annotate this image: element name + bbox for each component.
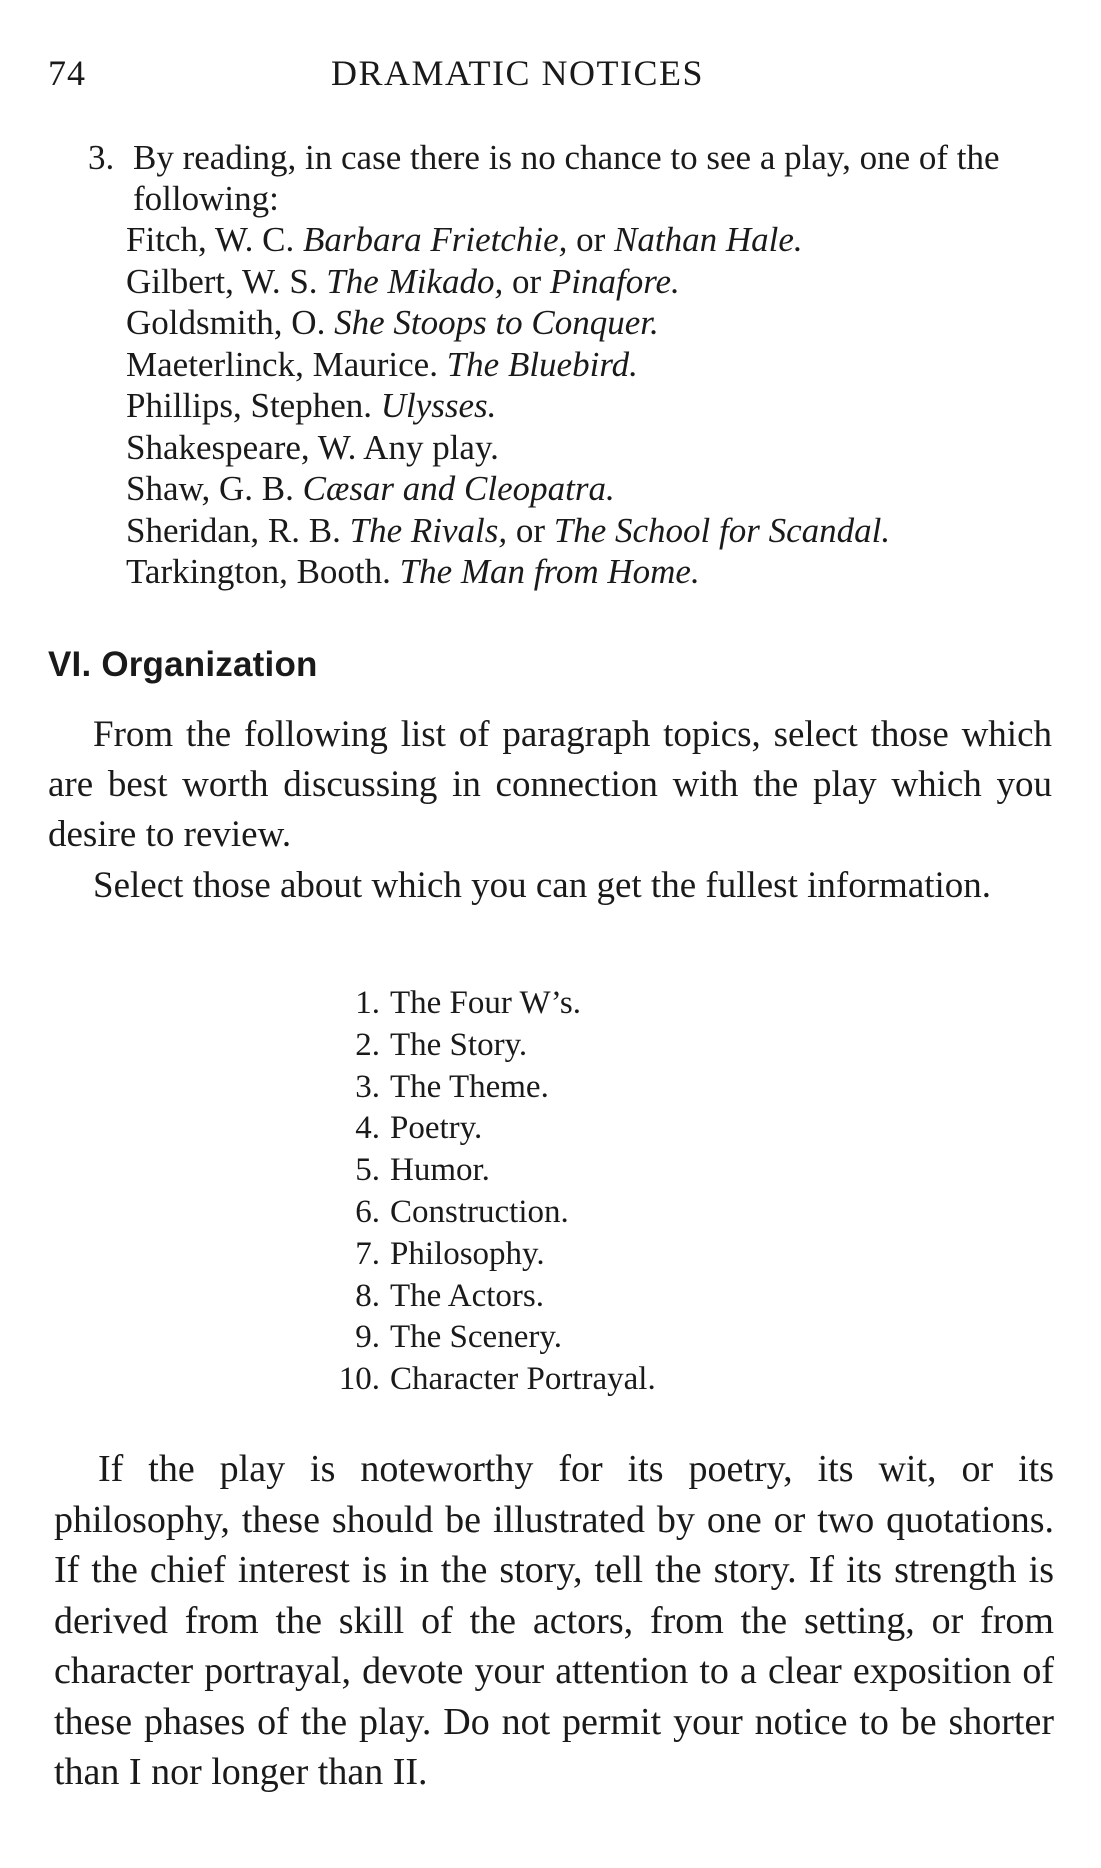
topic-number: 2. [355, 1026, 380, 1063]
book-title: The Bluebird. [446, 344, 638, 384]
topic-number: 5. [355, 1152, 380, 1189]
book-author: Phillips, Stephen. [126, 386, 372, 425]
book-item [126, 385, 1048, 427]
running-title: DRAMATIC NOTICES [331, 53, 705, 93]
book-item [126, 551, 1048, 593]
topic-item [318, 1108, 656, 1150]
book-item [126, 510, 1048, 552]
book-item [126, 261, 1048, 303]
topic-item [318, 1192, 656, 1234]
topic-label: The Four W’s. [390, 985, 581, 1021]
book-title: Cæsar and Cleopatra. [302, 469, 615, 508]
topic-label: The Story. [390, 1026, 528, 1063]
book-author: Shakespeare, W. Any play. [126, 427, 499, 467]
book-author: Tarkington, Booth. [126, 552, 391, 591]
book-author: Gilbert, W. S. [126, 261, 318, 301]
topic-label: The Scenery. [390, 1319, 562, 1356]
book-title: The Rivals, [349, 510, 508, 550]
topic-label: Construction. [390, 1193, 569, 1230]
book-author: Shaw, G. B. [126, 469, 294, 508]
running-head [48, 52, 1058, 102]
book-separator: or [515, 510, 545, 550]
topic-label: The Theme. [390, 1068, 549, 1105]
topic-label: Philosophy. [390, 1235, 545, 1272]
topic-item [318, 983, 656, 1025]
topic-label: Poetry. [390, 1110, 483, 1147]
book-title: The Mikado, [326, 261, 504, 301]
topic-number: 8. [355, 1277, 380, 1314]
book-author: Sheridan, R. B. [126, 510, 341, 550]
book-title-alt: The School for Scandal. [553, 510, 891, 550]
reading-intro [88, 137, 1088, 219]
topic-label: The Actors. [390, 1277, 544, 1314]
topic-number: 7. [355, 1235, 380, 1272]
book-item [126, 219, 1048, 261]
topic-item [318, 1276, 656, 1318]
book-item [126, 344, 1048, 386]
book-separator: or [576, 220, 606, 259]
book-title-alt: Pinafore. [549, 261, 680, 301]
book-title: She Stoops to Conquer. [334, 303, 659, 342]
page-number: 74 [48, 53, 86, 93]
topic-item [318, 1067, 656, 1109]
reading-number: 3. [88, 138, 115, 177]
book-title: Ulysses. [380, 386, 497, 425]
topic-label: Humor. [390, 1152, 490, 1189]
book-author: Maeterlinck, Maurice. [126, 344, 438, 384]
topic-item [318, 1317, 656, 1359]
topic-number: 9. [355, 1319, 380, 1356]
topic-item [318, 1150, 656, 1192]
topic-item [318, 1025, 656, 1067]
topic-number: 1. [355, 985, 380, 1021]
paragraph-select-topics: From the following list of paragraph topics, select those which are best worth discussing in connection with the play which you desire to review. [48, 714, 1052, 855]
reading-suggestion [88, 137, 1048, 593]
paragraph-select-fullest: Select those about which you can get the fullest information. [93, 865, 992, 906]
book-list [88, 219, 1048, 593]
topic-list [318, 983, 656, 1401]
book-item [126, 468, 1048, 510]
book-title: The Man from Home. [399, 552, 700, 591]
book-author: Goldsmith, O. [126, 303, 326, 342]
paragraph-guidance: If the play is noteworthy for its poetry, its wit, or its philosophy, these should be illustrated by one or two quotations. If the chief interest is in the story, tell the story. If its strength is derived from the skill of the actors, from the setting, or from character portrayal, devote your attention to a clear exposition of these phases of the play. Do not permit your notice to be shorter than I nor longer than II. [54, 1448, 1054, 1793]
topic-number: 3. [355, 1068, 380, 1105]
topic-number: 4. [355, 1110, 380, 1147]
topic-item [318, 1359, 656, 1401]
book-item [126, 302, 1048, 344]
reading-intro-text: By reading, in case there is no chance to see a play, one of the following: [133, 138, 1000, 218]
topic-number: 6. [355, 1193, 380, 1230]
book-author: Fitch, W. C. [126, 220, 295, 259]
topic-label: Character Portrayal. [390, 1361, 656, 1398]
book-separator: or [511, 261, 542, 301]
book-item [126, 427, 1048, 469]
book-title: Barbara Frietchie, [302, 220, 568, 259]
book-title-alt: Nathan Hale. [614, 220, 803, 259]
topic-item [318, 1234, 656, 1276]
topic-number: 10. [338, 1361, 380, 1398]
section-heading: VI. Organization [48, 645, 318, 684]
